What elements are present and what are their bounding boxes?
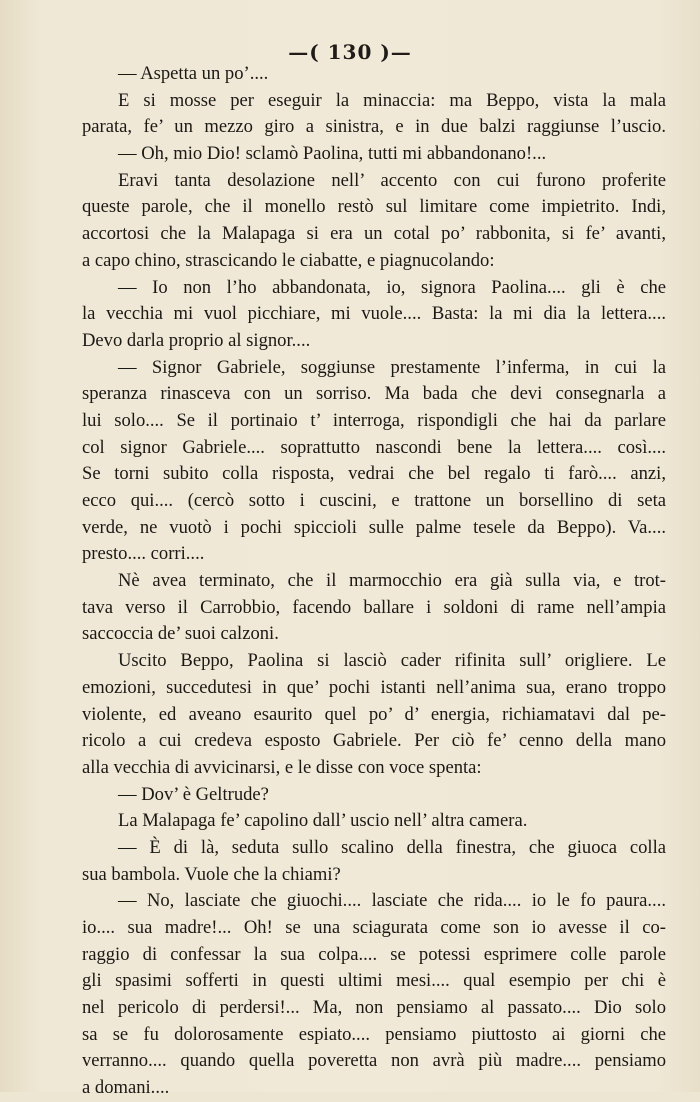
text-line: emozioni, succedutesi in que’ pochi istanti nell’anima sua, erano troppo xyxy=(82,676,666,698)
text-line: — Aspetta un po’.... xyxy=(118,63,269,84)
text-line: Nè avea terminato, che il marmocchio era già sulla via, e trot- xyxy=(118,570,666,592)
text-line: — Signor Gabriele, soggiunse prestamente l’inferma, in cui la xyxy=(118,356,666,378)
text-line: — È di là, seduta sullo scalino della finestra, che giuoca colla xyxy=(118,836,666,858)
text-line: Uscito Beppo, Paolina si lasciò cader rifinita sull’ origliere. Le xyxy=(118,650,666,672)
text-line: gli spasimi sofferti in questi ultimi mesi.... qual esempio per chi è xyxy=(82,970,666,992)
text-line: Se torni subito colla risposta, vedrai che bel regalo ti farò.... anzi, xyxy=(82,463,666,485)
text-line: verde, ne vuotò i pochi spiccioli sulle palme tesele da Beppo). Va.... xyxy=(82,516,666,538)
body-text xyxy=(82,61,666,1102)
text-line: La Malapaga fe’ capolino dall’ uscio nell’ altra camera. xyxy=(118,810,528,832)
text-line: alla vecchia di avvicinarsi, e le disse con voce spenta: xyxy=(82,756,482,778)
text-line: ecco qui.... (cercò sotto i cuscini, e trattone un borsellino di seta xyxy=(82,490,666,511)
text-line: E si mosse per eseguir la minaccia: ma Beppo, vista la mala xyxy=(118,89,666,111)
text-line: — No, lasciate che giuochi.... lasciate che rida.... io le fo paura.... xyxy=(118,890,666,912)
text-line: speranza rinasceva con un sorriso. Ma bada che devi consegnarla a xyxy=(82,383,666,405)
text-line: presto.... corri.... xyxy=(82,543,205,565)
text-line: raggio di confessar la sua colpa.... se potessi esprimere colle parole xyxy=(82,943,666,965)
text-line: violente, ed aveano esaurito quel po’ d’ energia, richiamatavi dal pe- xyxy=(82,703,666,725)
text-line: — Oh, mio Dio! sclamò Paolina, tutti mi abbandonano!... xyxy=(118,143,547,165)
text-line: ricolo a cui credeva esposto Gabriele. Per ciò fe’ cenno della mano xyxy=(82,730,666,752)
page-number: —( 130 )— xyxy=(288,40,412,64)
text-line: accortosi che la Malapaga si era un cotal po’ rabbonita, si fe’ avanti, xyxy=(82,223,666,245)
text-line: nel pericolo di perdersi!... Ma, non pensiamo al passato.... Dio solo xyxy=(82,997,666,1019)
text-line: tava verso il Carrobbio, facendo ballare i soldoni di rame nell’ampia xyxy=(82,596,666,618)
text-line: saccoccia de’ suoi calzoni. xyxy=(82,623,279,645)
text-line: queste parole, che il monello restò sul limitare come impietrito. Indi, xyxy=(82,196,666,218)
text-line: a capo chino, strascicando le ciabatte, e piagnucolando: xyxy=(82,249,495,271)
text-line: io.... sua madre!... Oh! se una sciagurata come son io avesse il co- xyxy=(82,917,666,938)
text-line: la vecchia mi vuol picchiare, mi vuole.... Basta: la mi dia la lettera.... xyxy=(82,303,666,325)
text-line: — Dov’ è Geltrude? xyxy=(118,783,269,805)
text-line: verranno.... quando quella poveretta non avrà più madre.... pensiamo xyxy=(82,1050,666,1072)
text-line: — Io non l’ho abbandonata, io, signora Paolina.... gli è che xyxy=(118,276,666,298)
text-line: parata, fe’ un mezzo giro a sinistra, e in due balzi raggiunse l’uscio. xyxy=(82,116,666,138)
text-line: sa se fu dolorosamente espiato.... pensiamo piuttosto ai giorni che xyxy=(82,1023,666,1045)
text-line: col signor Gabriele.... soprattutto nascondi bene la lettera.... così.... xyxy=(82,436,666,458)
text-line: a domani.... xyxy=(82,1077,170,1099)
text-line: sua bambola. Vuole che la chiami? xyxy=(82,863,341,885)
text-line: Devo darla proprio al signor.... xyxy=(82,329,311,351)
text-line: lui solo.... Se il portinaio t’ interroga, rispondigli che hai da parlare xyxy=(82,409,666,431)
text-line: Eravi tanta desolazione nell’ accento con cui furono proferite xyxy=(118,169,666,191)
